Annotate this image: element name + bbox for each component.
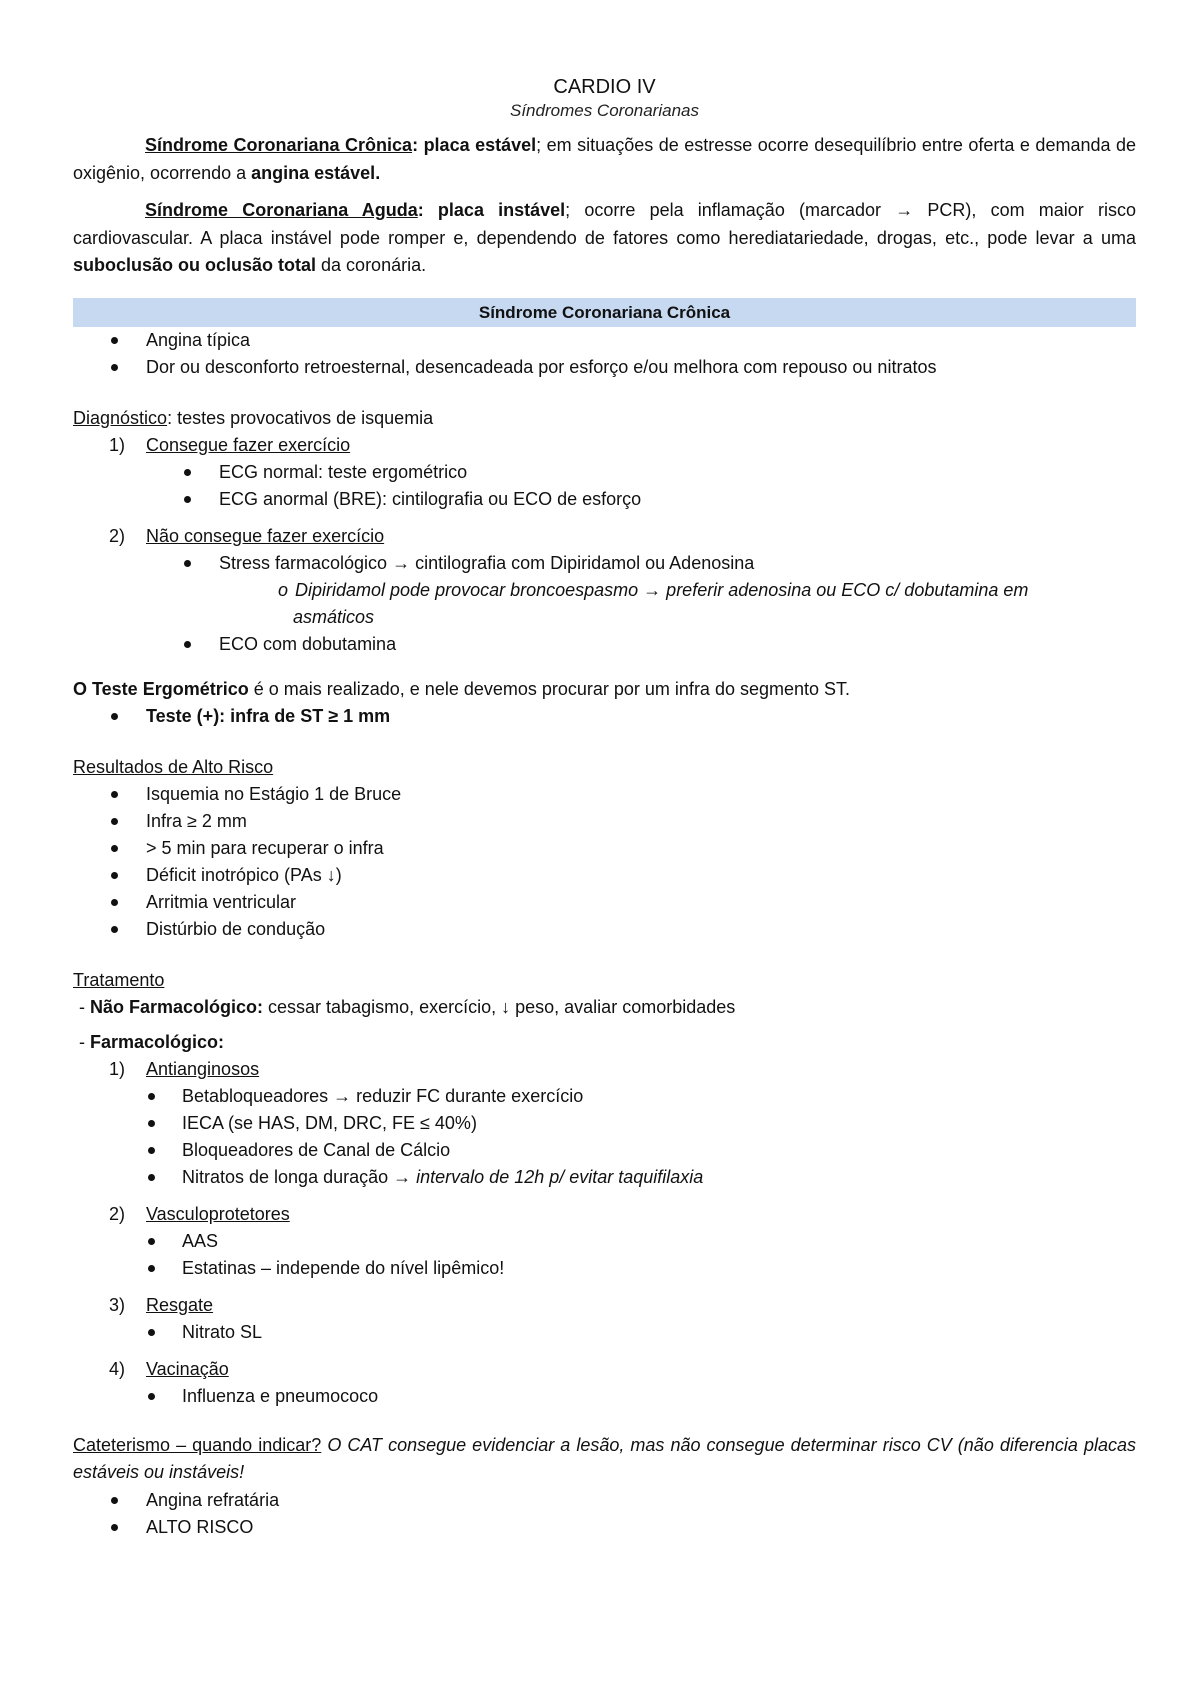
list-item: Isquemia no Estágio 1 de Bruce xyxy=(73,781,1136,808)
list-item: Betabloqueadores → reduzir FC durante exercício xyxy=(73,1083,1136,1110)
list-item: AAS xyxy=(73,1228,1136,1255)
farmacologico-line: - Farmacológico: xyxy=(79,1031,225,1052)
list-item: IECA (se HAS, DM, DRC, FE ≤ 40%) xyxy=(73,1110,1136,1137)
intro-paragraph-chronic: Síndrome Coronariana Crônica: placa estável; em situações de estresse ocorre desequilíbrio entre oferta e demanda de oxigênio, ocorrendo a angina estável. xyxy=(73,135,1137,183)
list-item: > 5 min para recuperar o infra xyxy=(73,835,1136,862)
bullet-icon xyxy=(111,713,118,720)
list-item: Distúrbio de condução xyxy=(73,916,1136,943)
bullet-icon xyxy=(184,560,191,567)
sub-note-continued: asmáticos xyxy=(293,606,375,627)
list-item: Estatinas – independe do nível lipêmico! xyxy=(73,1255,1136,1282)
section-banner: Síndrome Coronariana Crônica xyxy=(73,298,1136,327)
list-item: ECG anormal (BRE): cintilografia ou ECO de esforço xyxy=(73,486,1136,513)
treatment-group-4: 4) Vacinação xyxy=(109,1358,229,1379)
nao-farmacologico-line: - Não Farmacológico: cessar tabagismo, exercício, ↓ peso, avaliar comorbidades xyxy=(79,996,736,1017)
list-item: ECO com dobutamina xyxy=(73,631,1136,658)
diag-option-1: 1) Consegue fazer exercício xyxy=(109,434,351,455)
ergometrico-paragraph: O Teste Ergométrico é o mais realizado, e nele devemos procurar por um infra do segmento ST. xyxy=(73,678,851,699)
bullet-icon xyxy=(111,364,118,371)
bullet-icon xyxy=(184,641,191,648)
section-bullets xyxy=(73,327,1136,381)
intro-paragraph-acute: Síndrome Coronariana Aguda: placa instável; ocorre pela inflamação (marcador → PCR), com maior risco cardiovascular. A placa instável pode romper e, dependendo de fatores como herediatariedade, drogas, etc., pode levar a uma suboclusão ou oclusão total da coronária. xyxy=(73,200,1136,275)
list-item: Stress farmacológico → cintilografia com Dipiridamol ou Adenosina xyxy=(73,550,1136,577)
bullet-icon xyxy=(148,1329,155,1336)
treatment-group-1: 1) Antianginosos xyxy=(109,1058,260,1079)
list-item: Influenza e pneumococo xyxy=(73,1383,1136,1410)
tratamento-heading: Tratamento xyxy=(73,969,165,990)
bullet-icon xyxy=(111,791,118,798)
diagnostico-heading: Diagnóstico: testes provocativos de isquemia xyxy=(73,407,434,428)
list-item: Angina refratária xyxy=(73,1487,1136,1514)
term-chronic: Síndrome Coronariana Crônica xyxy=(145,135,413,155)
bullet-icon xyxy=(184,496,191,503)
bullet-icon xyxy=(111,872,118,879)
cateterismo-list xyxy=(73,1487,1136,1541)
list-item: Angina típica xyxy=(73,327,1136,354)
bullet-icon xyxy=(148,1265,155,1272)
list-item: Nitrato SL xyxy=(73,1319,1136,1346)
bullet-icon xyxy=(148,1093,155,1100)
bullet-icon xyxy=(148,1147,155,1154)
page-subtitle: Síndromes Coronarianas xyxy=(510,101,699,120)
diag-option-2: 2) Não consegue fazer exercício xyxy=(109,525,385,546)
bullet-icon xyxy=(111,1524,118,1531)
treatment-group-2: 2) Vasculoprotetores xyxy=(109,1203,290,1224)
list-item: Déficit inotrópico (PAs ↓) xyxy=(73,862,1136,889)
list-item: ECG normal: teste ergométrico xyxy=(73,459,1136,486)
bullet-icon xyxy=(148,1393,155,1400)
bullet-icon xyxy=(111,845,118,852)
term-acute: Síndrome Coronariana Aguda xyxy=(145,200,418,220)
list-item: Bloqueadores de Canal de Cálcio xyxy=(73,1137,1136,1164)
bullet-icon xyxy=(111,818,118,825)
list-item: Infra ≥ 2 mm xyxy=(73,808,1136,835)
list-item: Arritmia ventricular xyxy=(73,889,1136,916)
bullet-icon xyxy=(111,899,118,906)
treatment-group-3: 3) Resgate xyxy=(109,1294,214,1315)
bullet-icon xyxy=(184,469,191,476)
bullet-icon xyxy=(111,337,118,344)
list-item: Teste (+): infra de ST ≥ 1 mm xyxy=(73,703,1136,730)
list-item: Nitratos de longa duração → intervalo de 12h p/ evitar taquifilaxia xyxy=(73,1164,1136,1191)
bullet-icon xyxy=(148,1238,155,1245)
bullet-icon xyxy=(111,1497,118,1504)
bullet-icon xyxy=(148,1120,155,1127)
sub-note: o Dipiridamol pode provocar broncoespasmo → preferir adenosina ou ECO c/ dobutamina em xyxy=(278,579,1029,600)
page-title: CARDIO IV xyxy=(553,76,656,98)
alto-risco-list xyxy=(73,781,1136,943)
bullet-icon xyxy=(148,1174,155,1181)
bullet-icon xyxy=(111,926,118,933)
alto-risco-heading: Resultados de Alto Risco xyxy=(73,756,274,777)
cateterismo-paragraph: Cateterismo – quando indicar? O CAT consegue evidenciar a lesão, mas não consegue determinar risco CV (não diferencia placas estáveis ou instáveis! xyxy=(73,1434,1136,1482)
list-item: Dor ou desconforto retroesternal, desencadeada por esforço e/ou melhora com repouso ou nitratos xyxy=(73,354,1136,381)
list-item: ALTO RISCO xyxy=(73,1514,1136,1541)
